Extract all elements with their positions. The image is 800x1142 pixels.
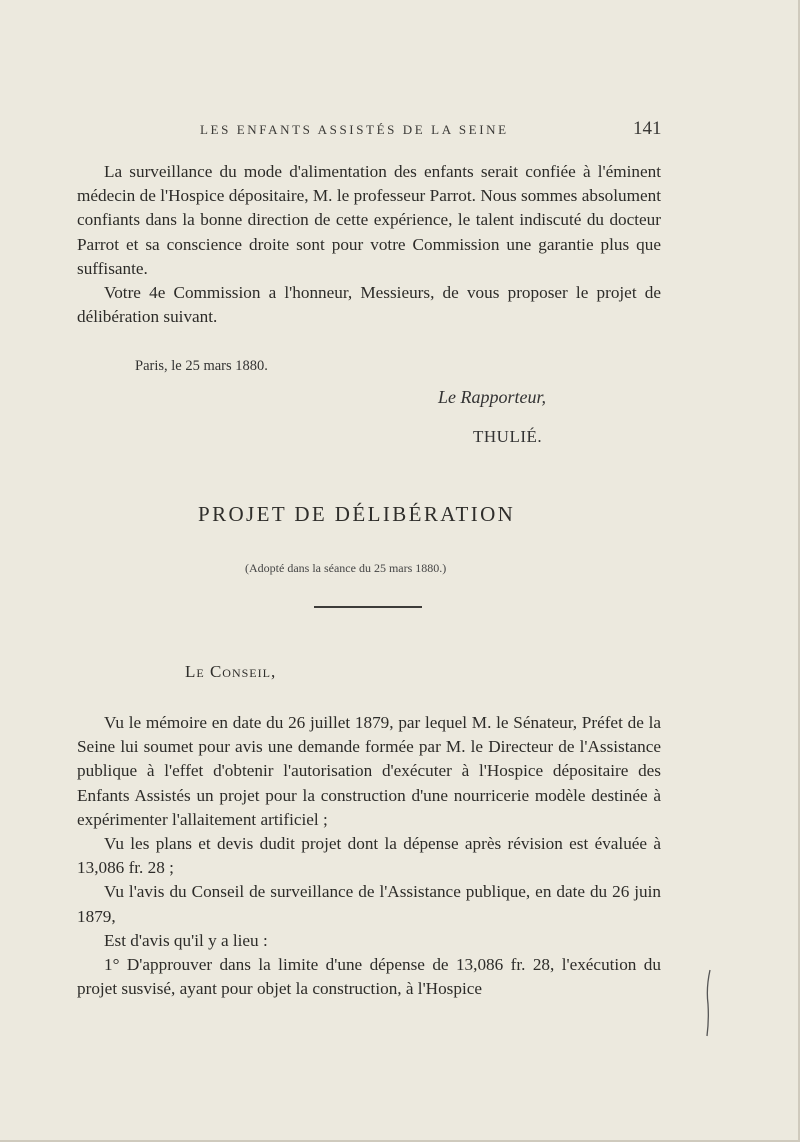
deliberation-paragraph: Vu l'avis du Conseil de surveillance de l'Assistance publique, en date du 26 juin 1879, (77, 882, 661, 926)
report-paragraph: Votre 4e Commission a l'honneur, Messieurs, de vous proposer le projet de délibération suivant. (77, 283, 661, 327)
report-text (77, 160, 661, 329)
signature-name: THULIÉ. (473, 427, 543, 446)
margin-pencil-mark (700, 968, 714, 1038)
running-title: LES ENFANTS ASSISTÉS DE LA SEINE (200, 122, 509, 137)
deliberation-paragraph: 1° D'approuver dans la limite d'une dépense de 13,086 fr. 28, l'exécution du projet susvisé, ayant pour objet la construction, à l'Hospice (77, 955, 661, 999)
section-title: PROJET DE DÉLIBÉRATION (198, 502, 516, 526)
place-date: Paris, le 25 mars 1880. (135, 358, 268, 374)
report-paragraph: La surveillance du mode d'alimentation des enfants serait confiée à l'éminent médecin de l'Hospice dépositaire, M. le professeur Parrot. Nous sommes absolument confiants dans la bonne direction de cette expérience, le talent indiscuté du docteur Parrot et sa conscience droite sont pour votre Commission une garantie plus que suffisante. (77, 162, 661, 278)
deliberation-paragraph: Est d'avis qu'il y a lieu : (104, 930, 268, 950)
page-number: 141 (633, 118, 662, 139)
signature-title: Le Rapporteur, (438, 387, 546, 407)
deliberation-paragraph: Vu les plans et devis dudit projet dont la dépense après révision est évaluée à 13,086 fr. 28 ; (77, 834, 661, 878)
adoption-note: (Adopté dans la séance du 25 mars 1880.) (245, 561, 447, 575)
council-heading: Le Conseil, (185, 662, 277, 681)
deliberation-text (77, 711, 661, 1001)
section-divider (314, 606, 422, 608)
deliberation-paragraph: Vu le mémoire en date du 26 juillet 1879, par lequel M. le Sénateur, Préfet de la Seine lui soumet pour avis une demande formée par M. le Directeur de l'Assistance publique à l'effet d'obtenir l'autorisation d'exécuter à l'Hospice dépositaire des Enfants Assistés un projet pour la construction d'une nourricerie modèle destinée à expérimenter l'allaitement artificiel ; (77, 713, 661, 829)
